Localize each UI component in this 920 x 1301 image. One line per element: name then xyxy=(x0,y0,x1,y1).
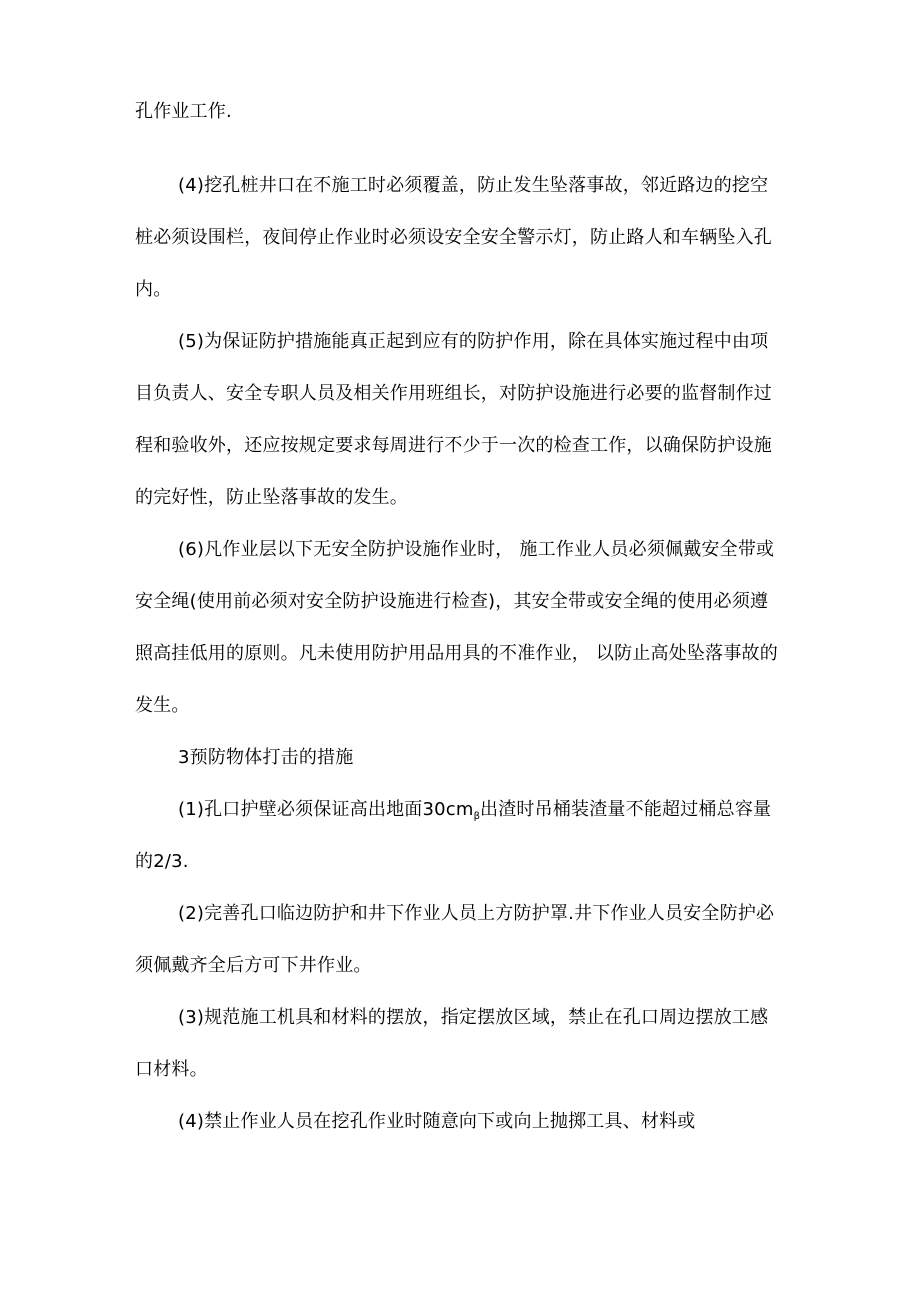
paragraph-text: (1)孔口护壁必须保证高出地面30cm xyxy=(178,799,474,820)
paragraph-line: 照高挂低用的原则。凡未使用防护用品用具的不准作业， 以防止高处坠落事故的 xyxy=(135,643,778,664)
paragraph-line: 内。 xyxy=(135,279,172,300)
paragraph-line: 安全绳(使用前必须对安全防护设施进行检查)，其安全带或安全绳的使用必须遵 xyxy=(135,591,769,612)
paragraph-line: 的2/3. xyxy=(135,851,189,872)
paragraph-line: (2)完善孔口临边防护和井下作业人员上方防护罩.井下作业人员安全防护必 xyxy=(178,903,775,924)
paragraph-line: 须佩戴齐全后方可下井作业。 xyxy=(135,955,372,976)
paragraph-line xyxy=(178,798,771,829)
paragraph-line: 目负责人、安全专职人员及相关作用班组长，对防护设施进行必要的监督制作过 xyxy=(135,383,772,404)
section-heading: 3预防物体打击的措施 xyxy=(178,747,354,768)
paragraph-line: (4)禁止作业人员在挖孔作业时随意向下或向上抛掷工具、材料或 xyxy=(178,1111,696,1132)
paragraph-line: (4)挖孔桩井口在不施工时必须覆盖，防止发生坠落事故，邻近路边的挖空 xyxy=(178,175,769,196)
paragraph-line: 孔作业工作. xyxy=(135,101,232,122)
paragraph-line: 的完好性，防止坠落事故的发生。 xyxy=(135,487,408,508)
paragraph-line: (6)凡作业层以下无安全防护设施作业时， 施工作业人员必须佩戴安全带或 xyxy=(178,539,775,560)
paragraph-line: (3)规范施工机具和材料的摆放，指定摆放区域，禁止在孔口周边摆放工感 xyxy=(178,1007,769,1028)
paragraph-line: 程和验收外，还应按规定要求每周进行不少于一次的检查工作，以确保防护设施 xyxy=(135,435,772,456)
subscript-mark: β xyxy=(473,811,481,822)
paragraph-line: (5)为保证防护措施能真正起到应有的防护作用，除在具体实施过程中由项 xyxy=(178,331,769,352)
paragraph-line: 口材料。 xyxy=(135,1059,208,1080)
paragraph-line: 发生。 xyxy=(135,695,190,716)
paragraph-line: 桩必须设围栏，夜间停止作业时必须设安全安全警示灯，防止路人和车辆坠入孔 xyxy=(135,227,772,248)
paragraph-text: 出渣时吊桶装渣量不能超过桶总容量 xyxy=(480,799,772,820)
